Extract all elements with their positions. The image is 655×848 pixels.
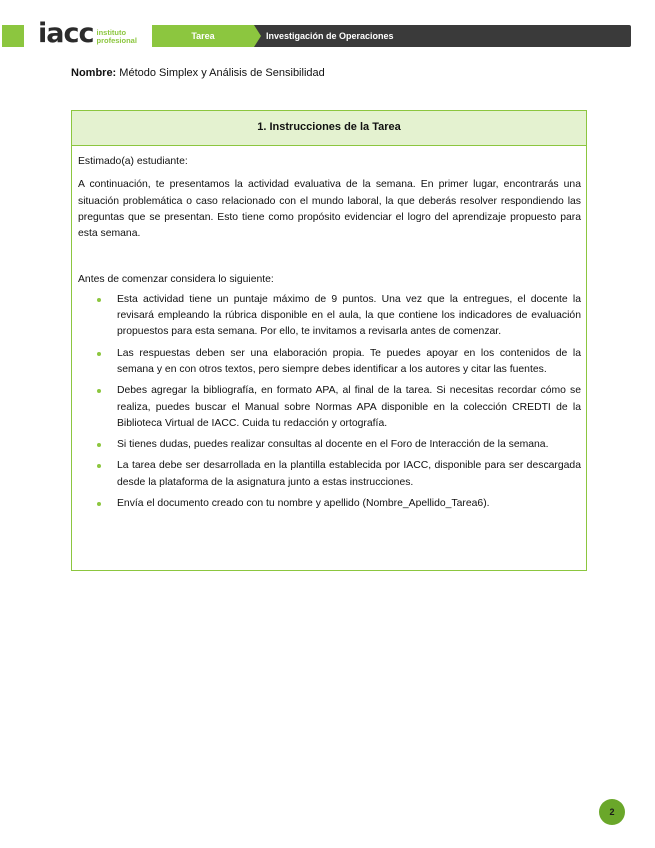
list-item <box>78 458 581 491</box>
list-item <box>78 437 581 453</box>
tab-tarea: Tarea <box>152 25 254 47</box>
instructions-box <box>71 110 587 571</box>
list-item-text: Envía el documento creado con tu nombre y apellido (Nombre_Apellido_Tarea6). <box>117 498 490 510</box>
list-item <box>78 292 581 341</box>
assignment-name-value: Método Simplex y Análisis de Sensibilidad <box>119 67 325 79</box>
bullet-icon <box>97 502 101 506</box>
page-number: 2 <box>599 799 625 825</box>
bullet-icon <box>97 464 101 468</box>
list-item <box>78 383 581 432</box>
course-title: Investigación de Operaciones <box>266 31 394 41</box>
brand-square <box>2 25 24 47</box>
page-header <box>0 18 655 50</box>
logo-subtitle-line2: profesional <box>96 36 137 45</box>
list-item-text: Esta actividad tiene un puntaje máximo de 9 puntos. Una vez que la entregues, el docente la revisará empleando la rúbrica disponible en el aula, la que contiene los indicadores de evaluación propuestos para esta semana. Por ello, te invitamos a revisarla antes de comenzar. <box>117 293 581 338</box>
logo-mark: iacc <box>38 18 94 49</box>
logo-subtitle-line1: instituto <box>96 28 127 37</box>
tab-arrow-icon <box>254 25 261 47</box>
logo-subtitle <box>96 29 136 45</box>
assignment-name-label: Nombre: <box>71 67 117 79</box>
list-item-text: Debes agregar la bibliografía, en formato APA, al final de la tarea. Si necesitas recordar cómo se realiza, puedes buscar el Manual sobre Normas APA disponible en la colección CREDTI de la Biblioteca Virtual de IACC. Cuida tu redacción y ortografía. <box>117 385 581 429</box>
iacc-logo <box>38 20 137 48</box>
bullet-icon <box>97 352 101 356</box>
list-item-text: La tarea debe ser desarrollada en la plantilla establecida por IACC, disponible para ser descargada desde la plataforma de la asignatura junto a estas instrucciones. <box>117 460 581 488</box>
bullet-icon <box>97 443 101 447</box>
greeting: Estimado(a) estudiante: <box>78 156 188 167</box>
list-item <box>78 496 581 512</box>
list-item <box>78 346 581 379</box>
list-item-text: Las respuestas deben ser una elaboración propia. Te puedes apoyar en los contenidos de la semana y en con otros textos, pero siempre debes identificar a los autores y citar las fuentes. <box>117 347 581 375</box>
instruction-list <box>78 292 581 513</box>
bullet-icon <box>97 389 101 393</box>
assignment-name <box>71 67 325 79</box>
intro-paragraph: A continuación, te presentamos la actividad evaluativa de la semana. En primer lugar, encontrarás una situación problemática o caso relacionado con el mundo laboral, la que deberás resolver respondiendo las preguntas que se presentan. Esto tiene como propósito evidenciar el logro del aprendizaje propuesto para esta semana. <box>78 179 581 240</box>
before-starting: Antes de comenzar considera lo siguiente: <box>78 274 274 286</box>
list-item-text: Si tienes dudas, puedes realizar consultas al docente en el Foro de Interacción de la semana. <box>117 439 549 451</box>
instructions-body <box>72 146 586 512</box>
instructions-title: 1. Instrucciones de la Tarea <box>72 111 586 146</box>
bullet-icon <box>97 298 101 302</box>
